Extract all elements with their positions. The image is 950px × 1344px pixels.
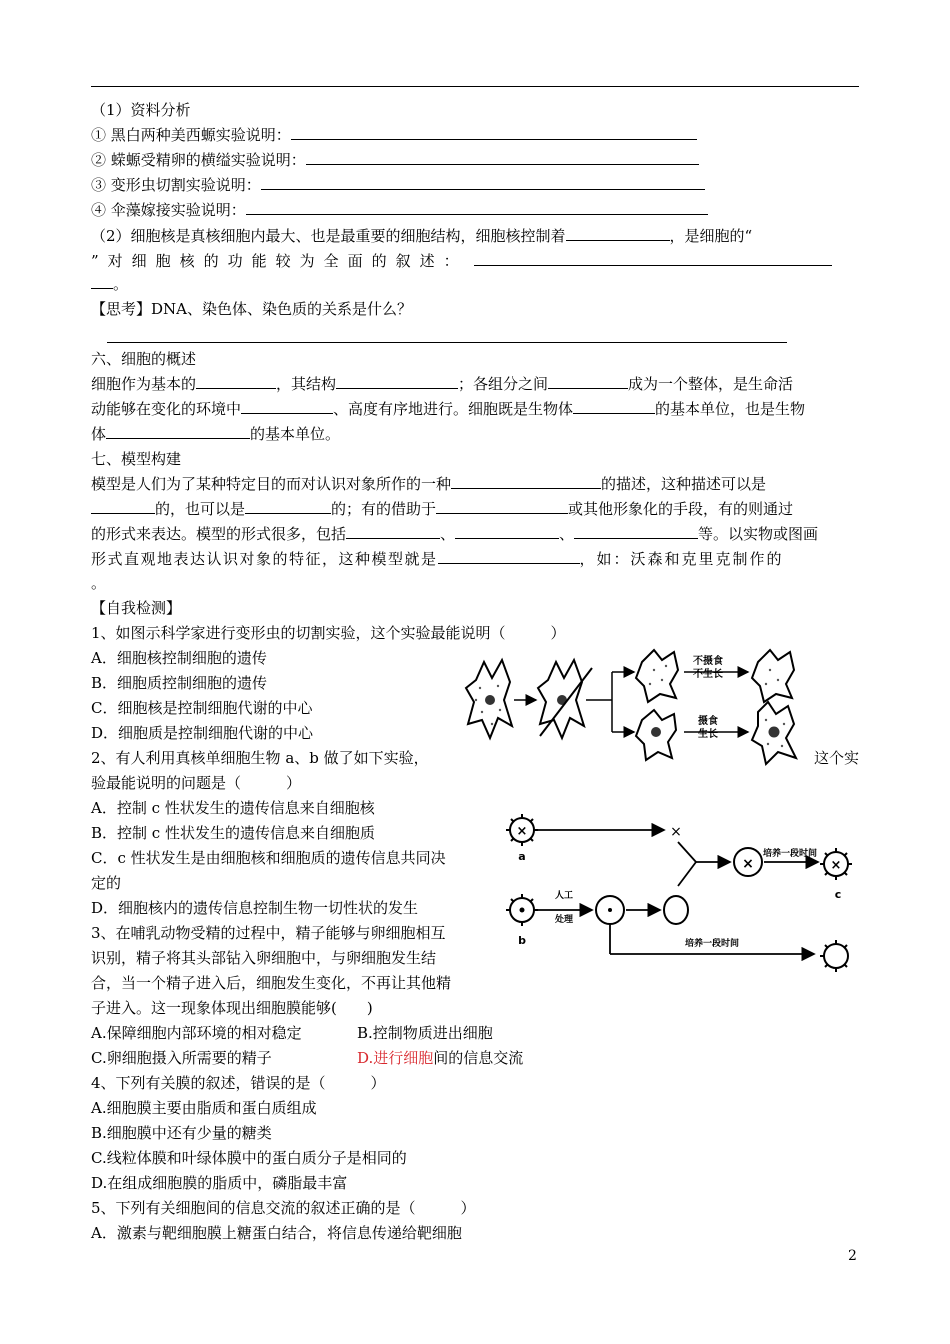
q3-options-cd <box>91 1047 859 1069</box>
header-rule <box>91 86 859 87</box>
blank[interactable] <box>196 374 276 389</box>
label-treatment: 处理 <box>554 915 574 925</box>
q3-option-d[interactable]: D.进行细胞间的信息交流 <box>357 1049 524 1067</box>
model-line-4: 形式直观地表达认识对象的特征，这种模型就是 ，如：沃森和克里克制作的 <box>91 550 784 568</box>
cell-b <box>506 894 538 926</box>
blank[interactable] <box>91 499 155 514</box>
q4-option-b[interactable]: B.细胞膜中还有少量的糖类 <box>91 1124 272 1142</box>
fill-item-4: ④ 伞藻嫁接实验说明： <box>91 199 859 221</box>
label-culture-top: 培养一段时间 <box>762 849 818 859</box>
think-question: 【思考】DNA、染色体、染色质的关系是什么？ <box>91 300 412 318</box>
enucleated-cell <box>664 896 688 924</box>
q1-option-b[interactable]: B．细胞质控制细胞的遗传 <box>91 674 268 692</box>
question-5: 5、下列有关细胞间的信息交流的叙述正确的是（ ） <box>91 1199 476 1217</box>
q3-option-a[interactable]: A.保障细胞内部环境的相对稳定 <box>91 1024 302 1042</box>
blank[interactable] <box>455 524 559 539</box>
fill-item-2: ② 蝾螈受精卵的横缢实验说明： <box>91 149 859 171</box>
q2-option-a[interactable]: A．控制 c 性状发生的遗传信息来自细胞核 <box>91 799 375 817</box>
blank[interactable] <box>336 374 458 389</box>
question-2-line-1: 2、有人利用真核单细胞生物 a、b 做了如下实验， 这个实 <box>91 749 859 767</box>
nucleus-line-3: 。 <box>91 273 859 295</box>
label-culture-bottom: 培养一段时间 <box>684 939 740 949</box>
model-line-2: 的，也可以是 的；有的借助于 或其他形象化的手段，有的则通过 <box>91 498 859 520</box>
nucleus-dot <box>608 908 612 912</box>
q1-option-d[interactable]: D．细胞质是控制细胞代谢的中心 <box>91 724 314 742</box>
nucleus-line-1: （2）细胞核是真核细胞内最大、也是最重要的细胞结构，细胞核控制着 ，是细胞的“ <box>91 227 753 245</box>
q4-option-d[interactable]: D.在组成细胞膜的脂质中，磷脂最丰富 <box>91 1174 348 1192</box>
answer-line[interactable] <box>107 342 787 343</box>
q5-option-a[interactable]: A．激素与靶细胞膜上糖蛋白结合，将信息传递给靶细胞 <box>91 1224 462 1242</box>
blank[interactable] <box>573 399 655 414</box>
blank[interactable] <box>451 474 601 489</box>
merge-line <box>678 862 696 886</box>
selftest-title: 【自我检测】 <box>91 599 182 617</box>
x-mark: × <box>830 858 842 873</box>
amoeba-no-nucleus <box>636 650 678 702</box>
model-line-3: 的形式来表达。模型的形式很多，包括 、 、 等。以实物或图画 <box>91 525 819 543</box>
section6-title: 六、细胞的概述 <box>91 350 197 368</box>
model-line-5: 。 <box>91 574 107 592</box>
blank[interactable] <box>474 251 832 266</box>
cell-a <box>506 814 538 846</box>
question-3-line-2: 识别，精子将其头部钻入卵细胞中，与卵细胞发生结 <box>91 949 437 967</box>
question-3-line-4: 子进入。这一现象体现出细胞膜能够( ) <box>91 999 373 1017</box>
fill-item-3: ③ 变形虫切割实验说明： <box>91 174 859 196</box>
cell-c <box>820 848 852 880</box>
blank[interactable] <box>566 226 670 241</box>
amoeba-no-nucleus-result <box>752 650 794 702</box>
label-artificial: 人工 <box>554 891 574 901</box>
q3-option-c[interactable]: C.卵细胞摄入所需要的精子 <box>91 1049 272 1067</box>
cell-overview-line-1: 细胞作为基本的 ，其结构 ；各组分之间 成为一个整体，是生命活 <box>91 375 794 393</box>
label-a: a <box>518 850 526 863</box>
blank[interactable] <box>241 399 333 414</box>
q3-options-ab <box>91 1022 859 1044</box>
label-b: b <box>518 934 526 947</box>
blank[interactable] <box>291 125 697 140</box>
cell-overview-line-2: 动能够在变化的环境中 、高度有序地进行。细胞既是生物体 的基本单位，也是生物 <box>91 400 806 418</box>
label-c: c <box>834 888 842 901</box>
page-number: 2 <box>848 1248 857 1264</box>
amoeba-nucleus <box>485 695 495 705</box>
question-1: 1、如图示科学家进行变形虫的切割实验，这个实验最能说明（ ） <box>91 624 566 642</box>
blank[interactable] <box>91 274 113 289</box>
fill-item-1: ① 黑白两种美西螈实验说明： <box>91 124 859 146</box>
section7-title: 七、模型构建 <box>91 450 182 468</box>
blank[interactable] <box>438 549 580 564</box>
q4-option-c[interactable]: C.线粒体膜和叶绿体膜中的蛋白质分子是相同的 <box>91 1149 407 1167</box>
x-mark: × <box>516 824 528 839</box>
merge-line <box>678 842 696 862</box>
question-4: 4、下列有关膜的叙述，错误的是（ ） <box>91 1074 386 1092</box>
nucleus-transplant-figure <box>498 806 860 988</box>
model-line-1: 模型是人们为了某种特定目的而对认识对象所作的一种 的描述，这种描述可以是 <box>91 475 767 493</box>
label-no-feeding: 不摄食 <box>693 656 723 667</box>
cell-b-result <box>820 940 848 972</box>
blank[interactable] <box>548 374 628 389</box>
blank[interactable] <box>346 524 440 539</box>
q3-option-b[interactable]: B.控制物质进出细胞 <box>357 1024 493 1042</box>
material-analysis-heading: （1）资料分析 <box>91 101 191 119</box>
label-growth: 生长 <box>698 729 718 740</box>
blank[interactable] <box>261 175 705 190</box>
nucleus-line-2: ”对细胞核的功能较为全面的叙述： <box>91 250 859 272</box>
q2-option-d[interactable]: D．细胞核内的遗传信息控制生物一切性状的发生 <box>91 899 419 917</box>
amoeba-nucleus <box>769 727 780 738</box>
nucleus-x: × <box>670 824 682 840</box>
label-no-growth: 不生长 <box>693 669 723 680</box>
question-3-line-1: 3、在哺乳动物受精的过程中，精子能够与卵细胞相互 <box>91 924 446 942</box>
blank[interactable] <box>306 150 699 165</box>
blank[interactable] <box>246 200 708 215</box>
amoeba-nucleus <box>651 727 661 737</box>
blank[interactable] <box>574 524 698 539</box>
x-mark: × <box>742 856 754 872</box>
q2-option-c-cont: 定的 <box>91 874 122 892</box>
q1-option-c[interactable]: C．细胞核是控制细胞代谢的中心 <box>91 699 313 717</box>
label-feeding: 摄食 <box>698 716 718 727</box>
blank[interactable] <box>436 499 568 514</box>
blank[interactable] <box>106 424 250 439</box>
question-2-line-2: 验最能说明的问题是（ ） <box>91 774 302 792</box>
cell-overview-line-3: 体 的基本单位。 <box>91 425 341 443</box>
amoeba-cutting-figure <box>462 640 812 768</box>
question-3-line-3: 合，当一个精子进入后，细胞发生变化，不再让其他精 <box>91 974 452 992</box>
q1-option-a[interactable]: A．细胞核控制细胞的遗传 <box>91 649 267 667</box>
q2-option-b[interactable]: B．控制 c 性状发生的遗传信息来自细胞质 <box>91 824 375 842</box>
blank[interactable] <box>245 499 331 514</box>
q2-option-c[interactable]: C．c 性状发生是由细胞核和细胞质的遗传信息共同决 <box>91 849 446 867</box>
q4-option-a[interactable]: A.细胞膜主要由脂质和蛋白质组成 <box>91 1099 317 1117</box>
